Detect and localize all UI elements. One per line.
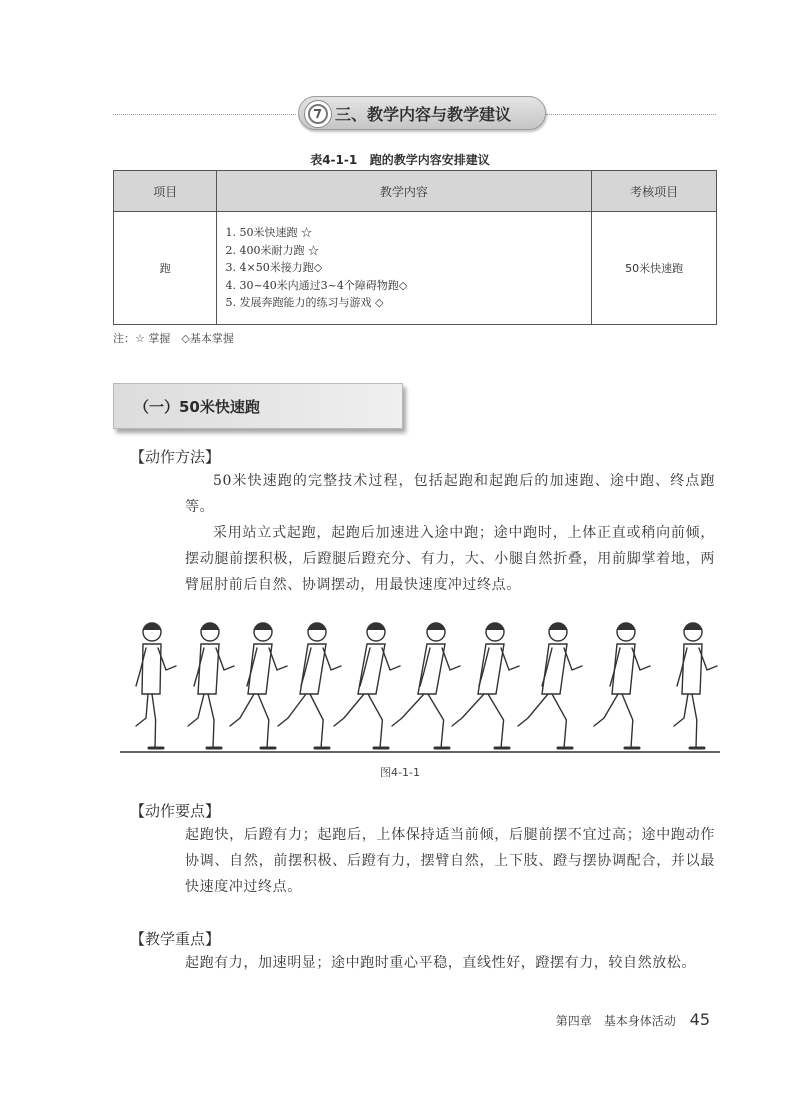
page-footer [556,1010,710,1029]
section-banner [298,96,546,130]
divider-right [546,114,716,115]
figure-caption: 图4-1-1 [380,766,420,779]
header-assessment: 考核项目 [592,171,717,212]
action-method-paragraph-2: 采用站立式起跑，起跑后加速进入途中跑；途中跑时，上体正直或稍向前倾，摆动腿前摆积极，后蹬腿后蹬充分、有力，大、小腿自然折叠，用前脚掌着地，两臂屈肘前后自然、协调摆动，用最快速度冲过终点。 [185,525,715,593]
table-caption [0,151,800,168]
runner-figure-4 [278,623,341,748]
runner-figure-10 [674,623,717,748]
runner-figure-6 [392,623,460,748]
section-title: 三、教学内容与教学建议 [335,105,512,124]
action-method-paragraph-1: 50米快速跑的完整技术过程，包括起跑和起跑后的加速跑、途中跑、终点跑等。 [185,473,715,515]
key-points-text: 起跑快，后蹬有力；起跑后，上体保持适当前倾，后腿前摆不宜过高；途中跑动作协调、自然，前摆积极、后蹬有力，摆臂自然，上下肢、蹬与摆协调配合，并以最快速度冲过终点。 [185,827,715,895]
teaching-focus-text: 起跑有力，加速明显；途中跑时重心平稳，直线性好，蹬摆有力，较自然放松。 [185,955,696,971]
running-sequence-figure [120,612,720,757]
runner-figure-8 [518,623,582,748]
runner-figure-3 [230,623,287,748]
content-item-1: 1. 50米快速跑 ☆ [225,226,312,240]
action-method-label: 【动作方法】 [130,448,221,466]
runner-figure-2 [188,623,234,748]
table-note: 注：☆ 掌握 ◇基本掌握 [113,332,234,345]
cell-assessment: 50米快速跑 [592,212,717,325]
header-content: 教学内容 [217,171,592,212]
table-header-row [114,171,717,212]
subsection-title: （一）50米快速跑 [134,398,260,416]
content-item-5: 5. 发展奔跑能力的练习与游戏 ◇ [225,296,384,310]
runner-figure-5 [334,623,400,748]
divider-left [113,114,296,115]
cell-contents [217,212,592,325]
page-number: 45 [689,1010,710,1029]
cell-item: 跑 [114,212,217,325]
section-badge-icon [304,100,332,128]
content-item-3: 3. 4×50米接力跑◇ [225,261,323,275]
header-item: 项目 [114,171,217,212]
content-item-2: 2. 400米耐力跑 ☆ [225,243,319,257]
runner-figure-7 [452,623,519,748]
subsection-heading-box [113,383,403,429]
table-caption-text: 跑的教学内容安排建议 [369,153,490,167]
key-points-label: 【动作要点】 [130,802,221,820]
table-row [114,212,717,325]
runner-figure-1 [136,623,176,748]
content-item-4: 4. 30~40米内通过3~4个障碍物跑◇ [225,278,408,292]
teaching-plan-table [113,170,717,325]
teaching-focus-label: 【教学重点】 [130,930,221,948]
chapter-label: 第四章 基本身体活动 [555,1014,676,1028]
table-caption-number: 表4-1-1 [310,153,358,167]
runner-figure-9 [594,623,650,748]
